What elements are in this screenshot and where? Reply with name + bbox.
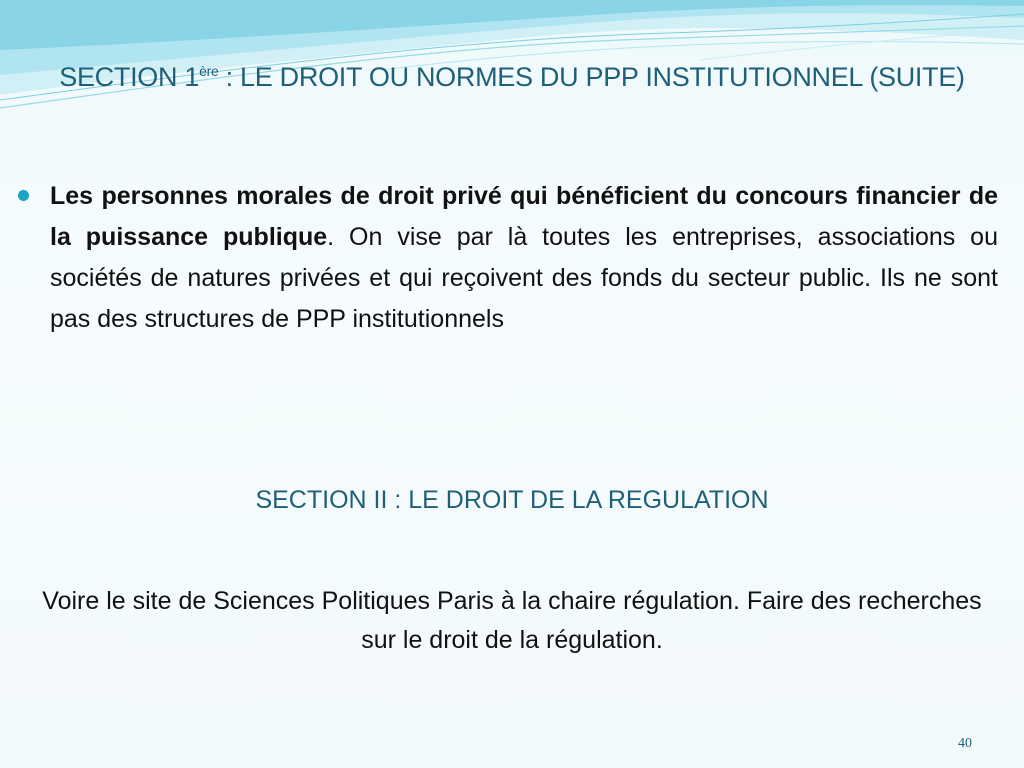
bullet-item: [18, 176, 998, 340]
bullet-text: [50, 176, 998, 340]
title-suffix: : LE DROIT OU NORMES DU PPP INSTITUTIONNEL (SUITE): [218, 62, 965, 92]
title-prefix: SECTION 1: [59, 62, 200, 92]
bullet-bold-text: Les personnes morales de droit privé qui bénéficient du concours financier de la puissance publique: [50, 182, 998, 251]
title-superscript: ère: [199, 63, 219, 79]
section-heading: SECTION II : LE DROIT DE LA REGULATION: [255, 486, 769, 514]
bullet-regular-text: . On vise par là toutes les entreprises, associations ou sociétés de natures privées et qui reçoivent des fonds du secteur public. Ils ne sont pas des structures de PPP institutionnels: [50, 223, 998, 333]
page-number: 40: [958, 736, 972, 751]
bullet-dot-icon: [18, 190, 29, 201]
slide-title: [40, 52, 984, 96]
note-text: Voire le site de Sciences Politiques Paris à la chaire régulation. Faire des recherches sur le droit de la régulation.: [42, 587, 982, 654]
